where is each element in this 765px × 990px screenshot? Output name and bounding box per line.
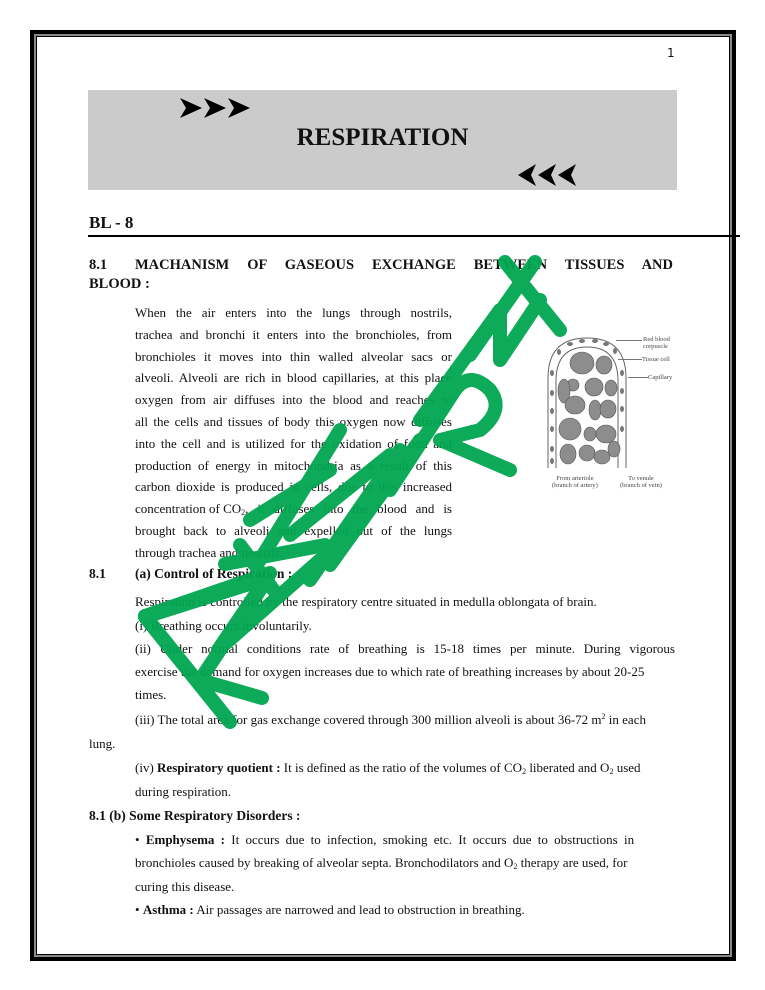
arrows-right-icon bbox=[180, 98, 252, 118]
paragraph-line: bronchioles it moves into thin walled alveolar sacs or bbox=[135, 348, 452, 364]
co2-subscript: 2 bbox=[241, 508, 246, 518]
subscript: 2 bbox=[513, 862, 518, 871]
item-iii-text: (iii) The total area for gas exchange covered through 300 million alveoli is about 36-72 m bbox=[135, 712, 602, 727]
bullet-icon: • bbox=[135, 832, 146, 847]
paragraph-line: through trachea and nostrils. bbox=[135, 544, 284, 560]
term-emphysema: Emphysema : bbox=[145, 832, 226, 847]
paragraph-line: production of energy in mitochondria as a result of this bbox=[135, 457, 452, 473]
label-line: To venule bbox=[628, 475, 654, 482]
paragraph-line-co2 bbox=[135, 498, 452, 520]
emphysema-text: It occurs due to infection, smoking etc. It occurs due to obstructions in bbox=[225, 832, 635, 847]
asthma-line bbox=[135, 902, 525, 918]
emphysema-line1 bbox=[135, 832, 634, 848]
leader-line bbox=[616, 340, 642, 341]
label-red-blood-corpuscle: Red blood corpuscle bbox=[643, 336, 670, 350]
label-from-arteriole bbox=[552, 475, 598, 489]
page-title: RESPIRATION bbox=[296, 124, 469, 151]
section-number-8-1a: 8.1 bbox=[89, 566, 106, 581]
paragraph-line: When the air enters into the lungs through nostrils, bbox=[135, 305, 452, 320]
emphysema-line2 bbox=[135, 855, 627, 871]
section-title-line1: MACHANISM OF GASEOUS EXCHANGE BETWEEN TISSUES AND bbox=[135, 257, 673, 273]
item-iii-line1 bbox=[135, 712, 646, 728]
item-iv-line1 bbox=[135, 760, 641, 776]
term-asthma: Asthma : bbox=[142, 902, 194, 917]
item-ii-line1: (ii) Under normal conditions rate of breathing is 15-18 times per minute. During vigorous bbox=[135, 641, 675, 656]
control-intro: Respiration is controlled by the respiratory centre situated in medulla oblongata of brain. bbox=[135, 594, 597, 609]
paragraph-line: oxygen from air diffuses into the blood and reaches to bbox=[135, 392, 452, 408]
paragraph-line: alveoli. Alveoli are rich in blood capillaries, at this place bbox=[135, 370, 452, 386]
item-iv-label: (iv) bbox=[135, 760, 158, 775]
section-title-line2: BLOOD : bbox=[89, 276, 150, 292]
co2-suffix: , it diffuses into the blood and is bbox=[245, 501, 452, 517]
leader-line bbox=[618, 359, 642, 360]
capillary-diagram bbox=[540, 333, 675, 493]
item-i: (i) Breathing occurs involuntarily. bbox=[135, 618, 312, 633]
asthma-text: Air passages are narrowed and lead to obstruction in breathing. bbox=[193, 902, 525, 917]
label-to-venule bbox=[620, 475, 662, 489]
emphysema-text: bronchioles caused by breaking of alveolar septa. Bronchodilators and O bbox=[135, 855, 514, 870]
section-heading-respiratory-disorders: 8.1 (b) Some Respiratory Disorders : bbox=[89, 808, 301, 823]
label-tissue-cell: Tissue cell bbox=[642, 356, 670, 363]
item-ii-line3: times. bbox=[135, 687, 167, 702]
emphysema-text: therapy are used, for bbox=[517, 855, 628, 870]
heading-rule bbox=[88, 235, 740, 237]
bullet-icon: • bbox=[135, 902, 143, 917]
item-iv-text: liberated and O bbox=[526, 760, 610, 775]
label-capillary: Capillary bbox=[648, 374, 673, 381]
emphysema-line3: curing this disease. bbox=[135, 879, 235, 894]
capillary-illustration-icon bbox=[540, 333, 635, 473]
title-banner bbox=[88, 90, 677, 190]
paragraph-line: all the cells and tissues of body this oxygen now diffuses bbox=[135, 413, 452, 429]
item-iii-text: in each bbox=[605, 712, 646, 727]
label-line: From arteriole bbox=[556, 475, 594, 482]
section-heading-8-1 bbox=[89, 252, 675, 278]
paragraph-line: trachea and bronchi it enters into the bronchioles, from bbox=[135, 326, 452, 342]
block-label: BL - 8 bbox=[89, 213, 134, 232]
arrows-left-icon bbox=[518, 164, 578, 186]
paragraph-line: into the cell and is utilized for the oxidation of food and bbox=[135, 435, 452, 451]
leader-line bbox=[628, 377, 648, 378]
label-line: (branch of vein) bbox=[620, 482, 662, 489]
section-number: 8.1 bbox=[89, 257, 108, 273]
subscript: 2 bbox=[522, 767, 527, 776]
paragraph-line: carbon dioxide is produced in cells, due to this increased bbox=[135, 479, 452, 495]
item-iv-line2: during respiration. bbox=[135, 784, 232, 799]
item-iv-text: It is defined as the ratio of the volumes of CO bbox=[280, 760, 523, 775]
item-iv-text: used bbox=[613, 760, 641, 775]
subscript: 2 bbox=[609, 767, 614, 776]
gas-exchange-paragraph bbox=[135, 302, 452, 564]
superscript: 2 bbox=[601, 712, 606, 721]
page-number: 1 bbox=[667, 46, 675, 60]
label-line: (branch of artery) bbox=[552, 482, 598, 489]
item-ii-line2: exercise the demand for oxygen increases due to which rate of breathing increases by about 20-25 bbox=[135, 664, 645, 679]
term-respiratory-quotient: Respiratory quotient : bbox=[157, 760, 281, 775]
co2-prefix: concentration of CO bbox=[135, 501, 242, 517]
section-heading-control-of-respiration: (a) Control of Respiration : bbox=[135, 566, 293, 581]
paragraph-line: brought back to alveoli and expelled out of the lungs bbox=[135, 522, 452, 538]
item-iii-line2: lung. bbox=[89, 736, 116, 751]
